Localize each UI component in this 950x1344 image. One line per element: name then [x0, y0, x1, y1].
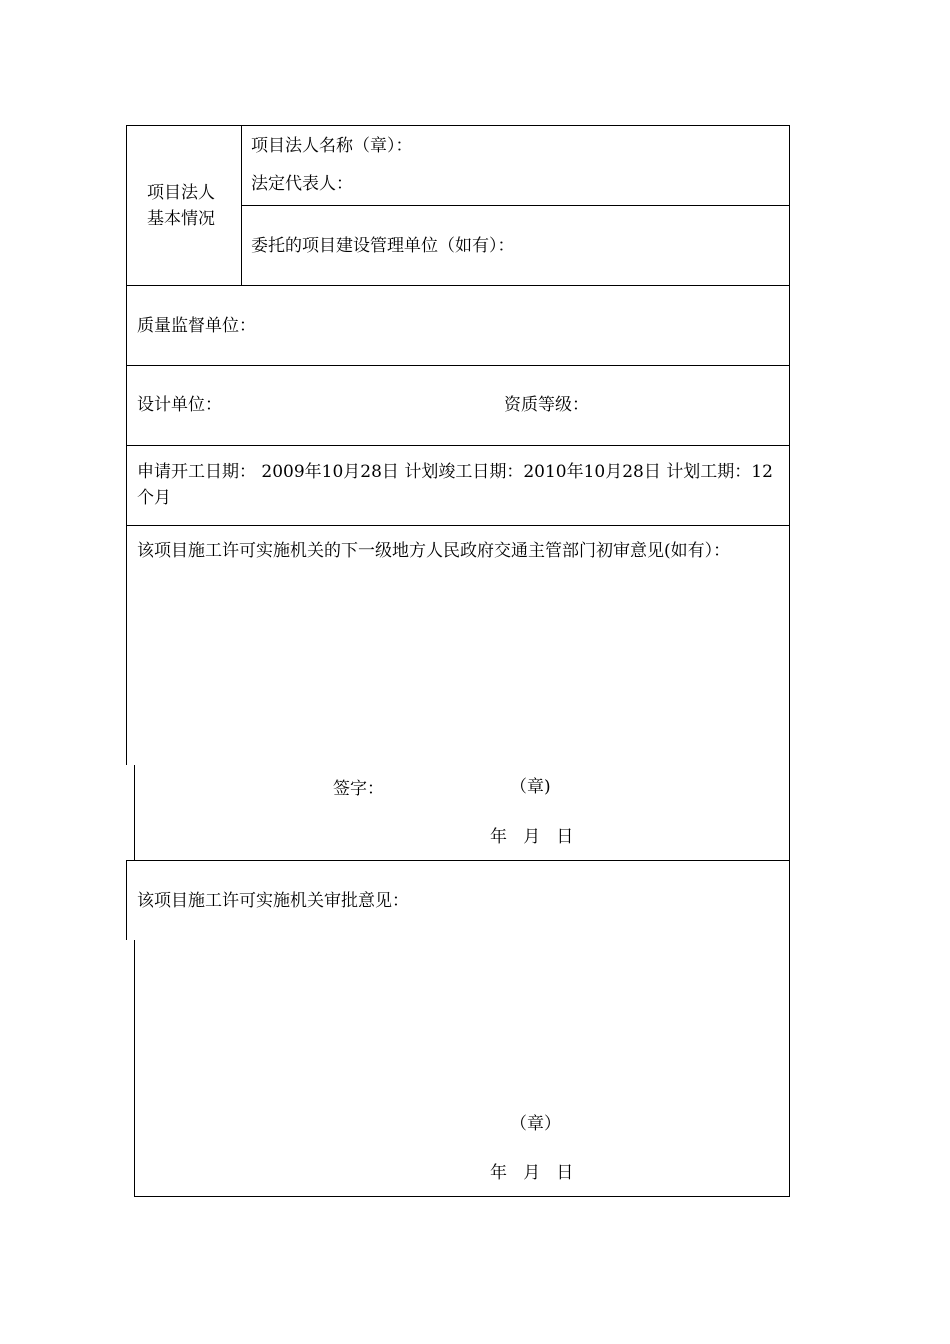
quality-supervisor-label: 质量监督单位：: [137, 316, 256, 336]
legal-rep-label: 法定代表人：: [251, 174, 353, 194]
table-left-border-mid: [134, 765, 135, 861]
approval-title: 该项目施工许可实施机关审批意见：: [137, 891, 409, 911]
approval-seal-label: （章）: [510, 1114, 561, 1134]
row-divider-3: [126, 445, 790, 446]
entrusted-unit-label: 委托的项目建设管理单位（如有）：: [251, 236, 515, 256]
applicant-inner-divider: [241, 205, 790, 206]
qualification-grade-label: 资质等级：: [504, 395, 589, 415]
applicant-label-line1: 项目法人: [147, 183, 215, 203]
preliminary-seal-label: （章): [510, 777, 551, 797]
design-unit-label: 设计单位：: [137, 395, 222, 415]
schedule-text: 申请开工日期： 2009年10月28日 计划竣工日期：2010年10月28日 计划工期：12个月: [137, 462, 773, 508]
table-left-border-lower: [126, 861, 127, 940]
row-divider-5: [126, 860, 790, 861]
table-bottom-border: [134, 1196, 790, 1197]
applicant-name-label: 项目法人名称（章）：: [251, 136, 413, 156]
table-left-border-bottom: [134, 940, 135, 1197]
table-top-border: [126, 125, 790, 126]
row-divider-1: [126, 285, 790, 286]
preliminary-review-title: 该项目施工许可实施机关的下一级地方人民政府交通主管部门初审意见(如有）：: [137, 541, 731, 561]
row-divider-4: [126, 525, 790, 526]
preliminary-date-label: 年 月 日: [490, 827, 574, 847]
row-divider-2: [126, 365, 790, 366]
applicant-label-line2: 基本情况: [147, 209, 215, 229]
signature-label: 签字：: [333, 779, 384, 799]
approval-date-label: 年 月 日: [490, 1163, 574, 1183]
